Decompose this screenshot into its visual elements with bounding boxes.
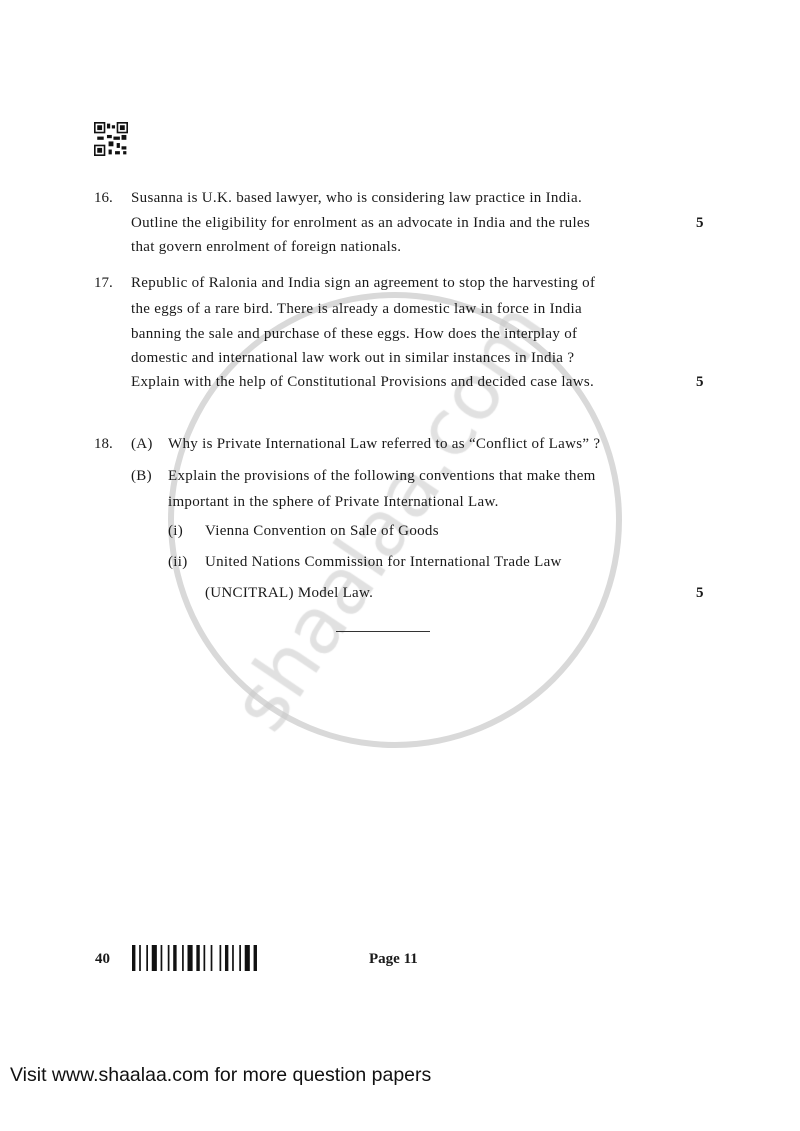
barcode-bar: [196, 945, 199, 971]
page-number: Page 11: [369, 951, 418, 967]
part-a-text: Why is Private International Law referred to as “Conflict of Laws” ?: [168, 436, 601, 452]
barcode-bar: [161, 945, 163, 971]
part-a-label: (A): [131, 436, 153, 452]
barcode-bar: [239, 945, 241, 971]
barcode-bar: [220, 945, 222, 971]
question-text-line: domestic and international law work out in similar instances in India ?: [131, 350, 575, 366]
question-text-line: Republic of Ralonia and India sign an agreement to stop the harvesting of: [131, 275, 596, 291]
barcode-bar: [173, 945, 176, 971]
question-text-line: Explain with the help of Constitutional Provisions and decided case laws.: [131, 374, 595, 390]
barcode-bar: [225, 945, 228, 971]
sub-ii-label: (ii): [168, 554, 188, 570]
sub-i-text: Vienna Convention on Sale of Goods: [205, 523, 439, 539]
barcode-bar: [132, 945, 135, 971]
question-number: 16.: [94, 190, 113, 206]
question-number: 18.: [94, 436, 113, 452]
sub-ii-text-line: (UNCITRAL) Model Law.: [205, 585, 374, 601]
promo-text: Visit www.shaalaa.com for more question papers: [10, 1064, 432, 1086]
marks: 5: [696, 215, 704, 231]
question-text-line: Susanna is U.K. based lawyer, who is considering law practice in India.: [131, 190, 583, 206]
marks: 5: [696, 374, 704, 390]
sub-i-label: (i): [168, 523, 184, 539]
part-b-text-line: important in the sphere of Private International Law.: [168, 494, 499, 510]
barcode-bar: [146, 945, 148, 971]
part-b-text-line: Explain the provisions of the following conventions that make them: [168, 468, 596, 484]
question-text-line: banning the sale and purchase of these eggs. How does the interplay of: [131, 326, 578, 342]
question-text-line: that govern enrolment of foreign nationals.: [131, 239, 402, 255]
end-rule: [336, 631, 430, 632]
marks: 5: [696, 585, 704, 601]
barcode-bar: [168, 945, 170, 971]
sub-ii-text-line: United Nations Commission for International Trade Law: [205, 554, 562, 570]
barcode-bar: [204, 945, 206, 971]
question-number: 17.: [94, 275, 113, 291]
question-text-line: the eggs of a rare bird. There is already a domestic law in force in India: [131, 301, 582, 317]
barcode-bar: [245, 945, 250, 971]
barcode-bar: [254, 945, 257, 971]
barcode-bar: [232, 945, 234, 971]
barcode-bar: [139, 945, 141, 971]
paper-code: 40: [95, 951, 110, 967]
barcode-bar: [188, 945, 193, 971]
barcode-bar: [152, 945, 157, 971]
barcode-bar: [182, 945, 184, 971]
barcode-icon: [132, 945, 258, 971]
barcode-bar: [211, 945, 213, 971]
qr-code-icon: [94, 122, 128, 156]
question-text-line: Outline the eligibility for enrolment as an advocate in India and the rules: [131, 215, 591, 231]
part-b-label: (B): [131, 468, 152, 484]
